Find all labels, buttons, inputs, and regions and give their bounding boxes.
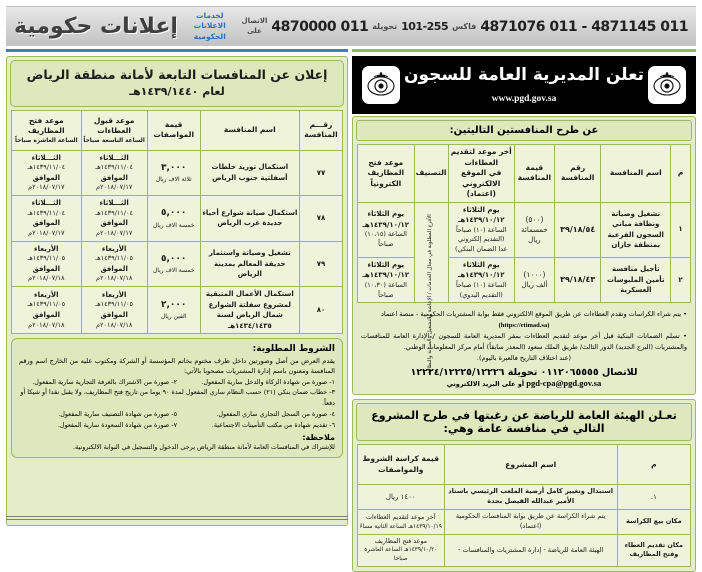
table-row <box>358 510 691 535</box>
list-item: ٥- صورة من شهادة التصنيف سارية المفعول. <box>58 410 177 419</box>
page-title: إعلانات حكومية <box>14 14 178 39</box>
open-hijri: ١٤٣٩/١١/٠٥هـ <box>27 254 66 263</box>
cell-submission-deadline <box>358 510 445 535</box>
cell-accept-date <box>81 287 147 334</box>
prisons-directorate-announcement-panel <box>352 56 696 563</box>
open-matching-label: الموافق <box>32 311 60 320</box>
table-row <box>12 241 343 287</box>
sports-heading: تعـلن الهيئة العامة للرياضة عن رغبتها في طرح المشروع التالي في منافسة عامة وهي: <box>356 403 692 441</box>
cell-tender-value <box>514 202 554 257</box>
table-row <box>12 196 343 242</box>
masthead <box>6 6 696 46</box>
submission-deadline-value: ١٤٣٩/١٠/١٩هـ الساعة الثانية مساءً <box>359 523 442 530</box>
cell-tender-number: ٧٨ <box>299 196 342 242</box>
open-gregorian: ٢٠١٨/٠٧/١٧م <box>28 228 65 237</box>
prisons-notes <box>357 306 691 391</box>
prisons-website[interactable]: www.pgd.gov.sa <box>491 93 557 104</box>
col-spec-value-l2: المواصفات <box>153 130 195 140</box>
col-project-name: اسم المشروع <box>444 445 617 485</box>
accept-gregorian: ٢٠١٨/٠٧/١٨م <box>95 320 133 329</box>
masthead-contact-block <box>242 17 688 35</box>
main-phone-number: 011 4870000 <box>271 18 369 35</box>
classification-vertical-text: الأفرع المطلوبة في مجال الخدمات / الإعاشة والتشغيل والصيانة والنظافة <box>427 213 434 374</box>
cell-spec-value <box>147 287 200 334</box>
sports-project-table <box>357 444 691 566</box>
cell-envelope-open <box>358 535 445 567</box>
cell-index: ١. <box>617 485 690 510</box>
open-matching-label: الموافق <box>32 219 60 228</box>
open-gregorian: ٢٠١٨/٠٧/١٧م <box>28 183 65 192</box>
list-item: ٣- خطاب ضمان بنكي (٢١) حسب النظام ساري المفعول لمدة ٩٠ يوما من تاريخ فتح المظاريف، ولا يقبل نقدا أو شيكا أو دفعاً. <box>20 388 335 408</box>
col-spec-value-l1: قيمة <box>164 119 183 129</box>
envelope-open-value: ١٤٣٩/١٠/٢٠هـ الساعة العاشرة صباحا <box>364 547 438 563</box>
cell-spec-value-words: ثلاثة الاف ريال <box>155 176 192 184</box>
masthead-subtitle <box>184 11 236 41</box>
cell-tender-number: ٨٠ <box>299 287 342 334</box>
conditions-title: الشروط المطلوبة: <box>252 344 335 355</box>
envelope-open-label: موعد فتح المظاريف <box>374 538 427 546</box>
conditions-note-title: ملاحظة: <box>302 433 335 443</box>
accept-day: الثـــلاثاء <box>99 199 129 208</box>
conditions-intro: يقدم العرض من أصل وصورتين داخل ظرف مختوم بخاتم المؤسسة أو الشركة ومكتوب عليه من الخارج اسم ورقم المنافسة ومعنون باسم إدارة المشتريات مصحوبا بالآتي: <box>19 357 335 376</box>
note-bullet-2: • تسلم الضمانات البنكية قبل أخر موعد لتقديم العطاءات بمقر المديرية العامة للسجون / الإدارة العامة للمنافسات والمشتريات (البرج الجديد) الدور الثالث/ طريق الملك سعود (المعذر سابقاً) أمام مركز المعلومات الوطني. <box>361 332 687 352</box>
accept-gregorian: ٢٠١٨/٠٧/١٨م <box>95 274 133 283</box>
left-heading-line1: إعلان عن المنافسات التابعة لأمانة منطقة الرياض <box>26 67 328 82</box>
col-tender-number <box>299 110 342 150</box>
table-row <box>358 485 691 510</box>
masthead-subtitle-line1: لخدمات <box>195 11 224 21</box>
open-hijri: ١٤٣٩/١١/٠٤هـ <box>27 163 66 172</box>
col-booklet-value: قيمة كراسة الشروط والمواصفات <box>358 445 445 485</box>
cell-tender-name: استكمال توريد خلطات أسفلتية جنوب الرياض <box>200 150 299 196</box>
list-item: ٤- صورة من السجل التجاري ساري المفعول. <box>216 410 335 419</box>
open-day: الثـــلاثاء <box>31 199 61 208</box>
sports-authority-panel <box>352 399 696 571</box>
riyadh-municipality-announcement-panel <box>6 56 348 526</box>
riyadh-tenders-table <box>11 110 343 335</box>
open-day: يوم الثلاثاء <box>367 210 405 219</box>
accept-hijri: ١٤٣٩/١١/٠٥هـ <box>95 254 133 263</box>
accept-matching-label: الموافق <box>100 264 128 273</box>
open-time: الساعة (١٠،٣٠) صباحاً <box>364 280 407 299</box>
table-header-row <box>358 145 691 203</box>
col-bid-accept-date <box>81 110 147 150</box>
cell-tender-name: استكمال الأعمال المتبقية لمشروع سفلتة الشوارع شمال الرياض لسنة ١٤٣٤/١٤٣٥هـ <box>200 287 299 334</box>
cell-project-name: استبدال وتغيير كامل أرضية الملعب الرئيسي باستاد الأمير عبدالله الفيصل بجدة <box>444 485 617 510</box>
list-item: ٧- صورة من شهادة السعودة سارية المفعول. <box>57 421 177 430</box>
cell-open-date <box>358 257 415 303</box>
list-item: ٦- تقديم شهادة من مكتب التأمينات الاجتماعية. <box>211 421 335 430</box>
conditions-note-text: للإشتراك في المنافسات العامة لأمانة منطقة الرياض يرجى الدخول والتسجيل في البوابة الالكترونية. <box>73 443 335 452</box>
cell-tender-number: ٧٧ <box>299 150 342 196</box>
open-day: الأربعاء <box>34 290 59 299</box>
col-tender-value <box>514 145 554 203</box>
bottom-double-rule <box>6 516 348 520</box>
open-time: الساعة (١٠،١٥) صباحاً <box>364 230 407 249</box>
cell-tender-number: ٧٩ <box>299 241 342 287</box>
table-header-row <box>358 445 691 485</box>
col-tender-value-l1: قيمة <box>525 162 544 172</box>
sports-project-body <box>358 485 691 566</box>
required-conditions-box <box>11 338 343 458</box>
accept-hijri: ١٤٣٩/١١/٠٥هـ <box>95 300 133 309</box>
cell-tender-number: ٣٩/١٨/٤٣ <box>554 257 601 303</box>
contact-label-line2: على <box>247 26 262 35</box>
cell-value-number: (١٠٠٠) <box>523 270 546 280</box>
table-row <box>358 535 691 567</box>
cell-spec-value <box>147 241 200 287</box>
cell-bid-location-info: الهيئة العامة للرياضة - إدارة المشتريات والمنافسات - <box>444 535 617 567</box>
open-day: يوم الثلاثاء <box>367 260 405 269</box>
open-matching-label: الموافق <box>32 264 60 273</box>
open-hijri: ١٤٣٩/١١/٠٥هـ <box>27 300 66 309</box>
col-classification: التصنيف <box>414 145 448 203</box>
cell-value-words: خمسمائة ريال <box>521 225 548 245</box>
col-envelope-open-l2: الكترونياً <box>370 178 402 188</box>
left-panel-heading <box>10 60 344 107</box>
accept-day: الأربعاء <box>101 244 127 253</box>
prisons-email[interactable]: pgd-cpa@pgd.gov.sa <box>526 378 602 389</box>
prisons-content-box <box>352 116 696 395</box>
cell-deadline <box>448 257 514 303</box>
open-hijri: ١٤٣٩/١١/٠٤هـ <box>27 208 66 217</box>
cell-tender-name: تشغيل وصيانة واستثمار حديقة المعالم بمدينة الرياض <box>200 241 299 287</box>
cell-value-words: ألف ريال <box>521 281 548 290</box>
cell-spec-value-number: ٣,٠٠٠ <box>161 162 187 173</box>
col-envelope-open-l1: موعد فتح المظاريف <box>27 115 65 136</box>
col-tender-name: اسم المنافسة <box>200 110 299 150</box>
table-row <box>12 287 343 334</box>
cell-open-date <box>12 287 82 334</box>
col-bid-accept-l2: الساعة التاسعة صباحاً <box>83 137 145 144</box>
open-gregorian: ٢٠١٨/٠٧/١٨م <box>28 320 65 329</box>
cell-tender-number: ٣٩/١٨/٥٤ <box>554 202 601 257</box>
accept-matching-label: الموافق <box>100 311 128 320</box>
table-row <box>358 202 691 257</box>
accept-hijri: ١٤٣٩/١١/٠٤هـ <box>95 208 133 217</box>
prisons-email-label: أو على البريد الالكتروني <box>446 380 525 389</box>
cell-spec-value-words: خمسة الاف ريال <box>152 221 195 229</box>
cell-tender-value <box>514 257 554 303</box>
prisons-subheading: عن طرح المنافستين التاليتين: <box>356 120 692 141</box>
list-item: ٢- صورة من الاشتراك بالغرفة التجارية سارية المفعول. <box>32 377 177 386</box>
deadline-date: ١٤٣٩/١٠/١٢هـ <box>457 271 505 280</box>
deadline-time: الساعة (١٠) صباحاً <box>455 225 507 234</box>
masthead-subtitle-line2: الاعلانات الحكومية <box>193 21 226 41</box>
col-bid-accept-l1: موعد قبول العطاءات <box>93 115 135 136</box>
col-deadline-l1: أخر موعد لتقديم العطاءات <box>450 147 512 167</box>
col-tender-name: اسم المنافسة <box>601 145 671 203</box>
open-matching-label: الموافق <box>32 173 60 182</box>
cell-booklet-sale-location-label: مكان بيع الكراسة <box>617 510 690 535</box>
cell-open-date <box>358 202 415 257</box>
col-submission-deadline <box>448 145 514 203</box>
left-heading-line2: لعام ١٤٣٩/١٤٤٠هـ <box>129 85 225 99</box>
col-spec-value <box>147 110 200 150</box>
prisons-email-row <box>361 378 687 388</box>
accept-matching-label: الموافق <box>100 219 128 228</box>
prison-emblem-icon <box>362 66 400 104</box>
table-header-row <box>12 110 343 150</box>
extension-number: 101-255 <box>401 20 449 33</box>
list-item: ١- صورة من شهادة الزكاة والدخل سارية المفعول. <box>201 377 335 386</box>
accept-day: الأربعاء <box>101 290 127 299</box>
contact-label <box>242 17 268 35</box>
cell-index: ١ <box>671 202 691 257</box>
cell-spec-value <box>147 150 200 196</box>
col-index: م <box>671 145 691 203</box>
prisons-telephone: للاتصال ٠١١٢٠٦٥٥٥٥ تحويلة ١٢٢٢٤/١٢٢٢٥/١٢٢٢٦ <box>410 367 638 379</box>
cell-classification <box>414 202 448 374</box>
riyadh-tenders-body <box>12 150 343 334</box>
divider-green <box>352 49 696 52</box>
cell-open-date <box>12 196 82 242</box>
open-day: الأربعاء <box>34 244 59 253</box>
deadline-time: الساعة (١٠) صباحاً <box>455 280 507 289</box>
col-deadline-l3: (اعتماد) <box>466 189 496 198</box>
table-row <box>358 257 691 303</box>
cell-booklet-purchase-info: يتم شراء الكراسة عن طريق بوابة المنافسات الحكومية (اعتماد) <box>444 510 617 535</box>
deadline-note1: (التقديم اليدوي) <box>459 290 503 299</box>
cell-accept-date <box>81 150 147 196</box>
cell-spec-value-number: ٥,٠٠٠ <box>161 208 187 219</box>
note-bullet-1: • يتم شراء الكراسات وتقدم العطاءات عن طريق الموقع الالكتروني فقط بوابة المشتريات الحكومية - منصة اعتماد <box>380 310 687 319</box>
col-deadline-l2: في الموقع الالكتروني <box>461 168 502 188</box>
cell-spec-value-words: الفين ريال <box>160 313 187 321</box>
col-envelope-open-l2: الساعة العاشرة صباحاً <box>14 137 78 144</box>
col-tender-value-l2: المنافسة <box>517 173 552 183</box>
deadline-note1: (التقديم إلكتروني <box>457 235 505 244</box>
prisons-black-header <box>352 56 696 114</box>
accept-gregorian: ٢٠١٨/٠٧/١٧م <box>95 183 133 192</box>
prison-emblem-icon <box>648 66 686 104</box>
col-index: م <box>617 445 690 485</box>
open-date: ١٤٣٩/١٠/١٢هـ <box>362 220 410 229</box>
deadline-note2: عدا الضمان البنكي) <box>455 245 508 253</box>
prisons-title: تعلن المديرية العامة للسجون <box>403 65 645 86</box>
submission-deadline-label: آخر موعد لتقديم العطاءات <box>366 514 436 522</box>
cell-deadline <box>448 202 514 257</box>
deadline-day: يوم الثلاثاء <box>462 260 500 269</box>
extension-label: تحويلة <box>372 22 398 31</box>
open-gregorian: ٢٠١٨/٠٧/١٨م <box>28 274 65 283</box>
fax-label: فاكس <box>452 22 477 31</box>
cell-tender-name: تأجيل منافسة تأمين الملبوسات العسكرية <box>601 257 671 303</box>
cell-spec-value-number: ٢,٠٠٠ <box>161 299 187 310</box>
fax-number-text: 011 4871145 - 011 4871076 <box>480 18 688 35</box>
table-row <box>12 150 343 196</box>
open-date: ١٤٣٩/١٠/١٢هـ <box>362 271 410 280</box>
accept-hijri: ١٤٣٩/١١/٠٤هـ <box>95 163 133 172</box>
open-day: الثـــلاثاء <box>31 153 61 162</box>
cell-open-date <box>12 150 82 196</box>
cell-index: ٢ <box>671 257 691 303</box>
accept-matching-label: الموافق <box>100 173 128 182</box>
contact-label-line1: الاتصال <box>241 17 268 26</box>
prisons-header-text <box>400 65 648 104</box>
deadline-date: ١٤٣٩/١٠/١٢هـ <box>457 216 505 224</box>
col-envelope-open <box>358 145 415 203</box>
cell-value-number: (٥٠٠) <box>525 214 544 224</box>
cell-accept-date <box>81 196 147 242</box>
cell-spec-value <box>147 196 200 242</box>
col-envelope-open-date <box>12 110 82 150</box>
cell-accept-date <box>81 241 147 287</box>
cell-spec-value-words: خمسة الاف ريال <box>152 267 195 275</box>
cell-tender-name: تشغيل وصيانة ونظافة مباني السجون الفرعية بمنطقة جازان <box>601 202 671 257</box>
accept-day: الثـــلاثاء <box>99 153 129 162</box>
cell-tender-name: استكمال صيانة شوارع أحياء جديدة غرب الرياض <box>200 196 299 242</box>
col-envelope-open-l1: موعد فتح المظاريف <box>367 157 405 177</box>
note-bullet-3: (عند اختلاف التاريخ فالعبرة باليوم). <box>476 354 572 363</box>
col-tender-number: رقم المنافسة <box>554 145 601 203</box>
deadline-day: يوم الثلاثاء <box>462 205 500 214</box>
col-tender-number-l2: المنافسة <box>304 130 338 140</box>
etimad-link[interactable]: (https://etimad.sa) <box>498 322 550 330</box>
cell-spec-value-number: ٥,٠٠٠ <box>161 253 187 264</box>
cell-open-date <box>12 241 82 287</box>
cell-booklet-value: ١٤٠٠ ريال <box>358 485 445 510</box>
col-tender-number-l1: رقـــم <box>309 119 333 129</box>
divider-blue <box>6 49 348 52</box>
conditions-list <box>19 377 335 431</box>
cell-bid-location-label: مكان تقديم العطاء وفتح المظاريف <box>617 535 690 567</box>
accept-gregorian: ٢٠١٨/٠٧/١٧م <box>95 228 133 237</box>
